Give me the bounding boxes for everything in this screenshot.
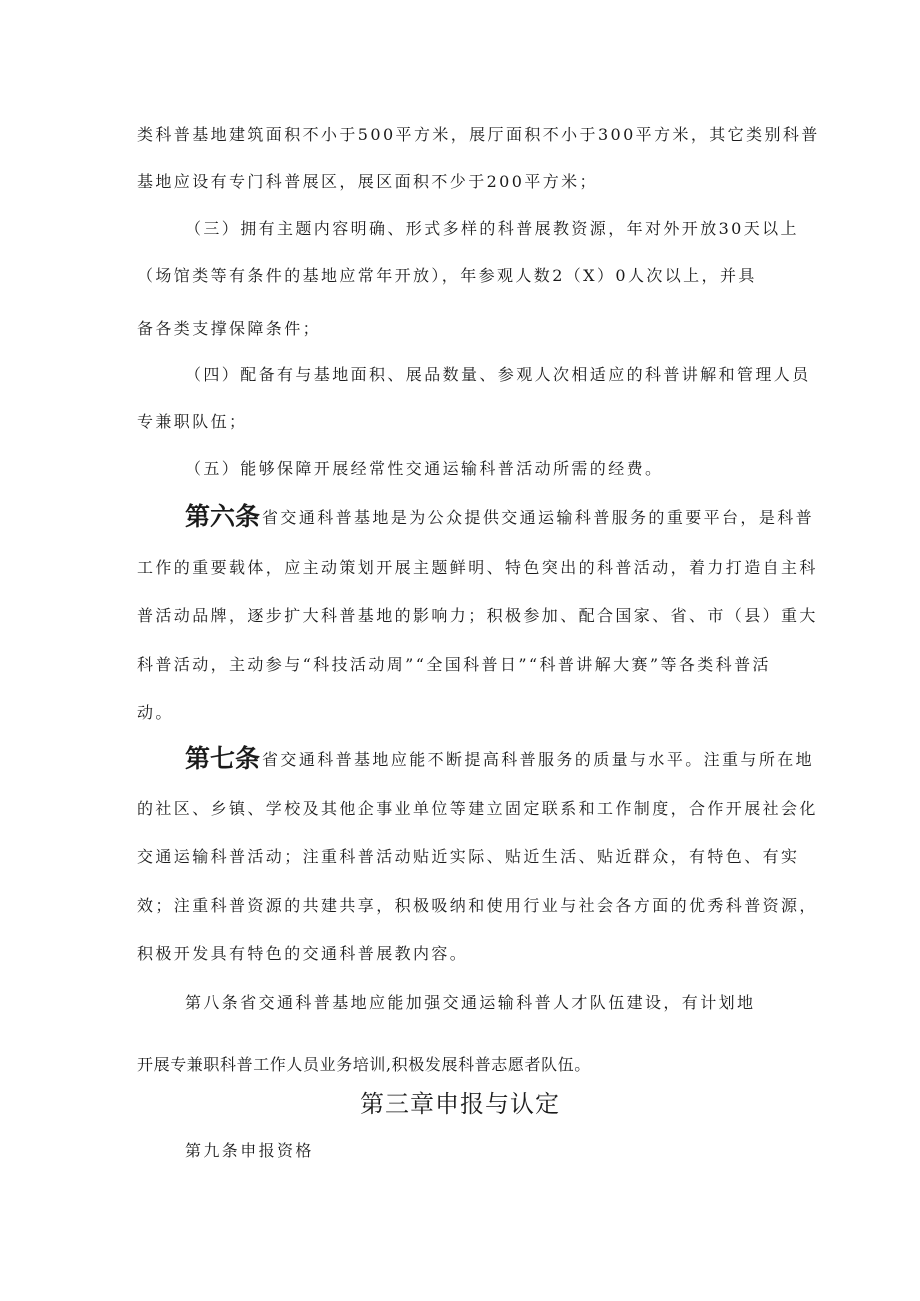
article-6-label: 第六条 (185, 502, 261, 531)
paragraph-line: 第九条申报资格 (185, 1141, 314, 1160)
paragraph-line: 开展专兼职科普工作人员业务培训,积极发展科普志愿者队伍。 (137, 1055, 591, 1074)
paragraph-line: 积极开发具有特色的交通科普展教内容。 (137, 944, 469, 963)
paragraph-line: 科普活动，主动参与“科技活动周”“全国科普日”“科普讲解大赛”等各类科普活 (137, 655, 771, 674)
paragraph-line: （五）能够保障开展经常性交通运输科普活动所需的经费。 (185, 459, 664, 478)
paragraph-line: 效；注重科普资源的共建共享，积极吸纳和使用行业与社会各方面的优秀科普资源， (137, 896, 818, 915)
paragraph-line: 基地应设有专门科普展区，展区面积不少于200平方米； (137, 172, 598, 191)
paragraph-line: （场馆类等有条件的基地应常年开放），年参观人数2（X）0人次以上，并具 (137, 266, 757, 285)
article-7-label: 第七条 (185, 744, 261, 773)
paragraph-line: 工作的重要载体，应主动策划开展主题鲜明、特色突出的科普活动，着力打造自主科 (137, 558, 818, 577)
paragraph-line: 备各类支撑保障条件； (137, 319, 322, 338)
article-7-text: 省交通科普基地应能不断提高科普服务的质量与水平。注重与所在地 (262, 750, 815, 769)
article-7-line (185, 744, 815, 773)
article-6-line (185, 502, 815, 531)
paragraph-line: 第八条省交通科普基地应能加强交通运输科普人才队伍建设，有计划地 (185, 993, 756, 1012)
paragraph-line: 类科普基地建筑面积不小于500平方米，展厅面积不小于300平方米，其它类别科普 (137, 125, 820, 144)
paragraph-line: （三）拥有主题内容明确、形式多样的科普展教资源，年对外开放30天以上 (185, 219, 799, 238)
paragraph-line: 交通运输科普活动；注重科普活动贴近实际、贴近生活、贴近群众，有特色、有实 (137, 847, 800, 866)
article-6-text: 省交通科普基地是为公众提供交通运输科普服务的重要平台，是科普 (262, 508, 815, 527)
paragraph-line: 专兼职队伍； (137, 412, 248, 431)
paragraph-line: 的社区、乡镇、学校及其他企事业单位等建立固定联系和工作制度，合作开展社会化 (137, 799, 818, 818)
chapter-title: 第三章申报与认定 (360, 1090, 560, 1118)
paragraph-line: 普活动品牌，逐步扩大科普基地的影响力；积极参加、配合国家、省、市（县）重大 (137, 606, 818, 625)
paragraph-line: 动。 (137, 703, 174, 722)
paragraph-line: （四）配备有与基地面积、展品数量、参观人次相适应的科普讲解和管理人员 (185, 365, 811, 384)
